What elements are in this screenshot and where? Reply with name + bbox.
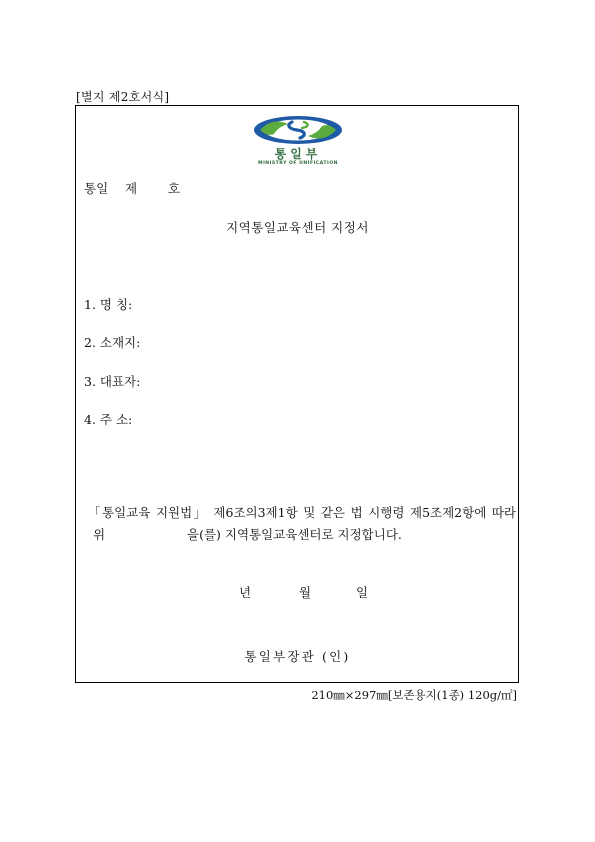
logo-name-kr: 통일부 — [274, 147, 322, 161]
field-representative: 3. 대표자: — [84, 374, 141, 389]
body-line2-start: 위 — [93, 527, 106, 542]
ministry-emblem-icon — [252, 115, 344, 145]
paper-spec-footer: 210㎜×297㎜[보존용지(1종) 120g/㎡] — [311, 688, 517, 702]
date-year: 년 — [239, 585, 252, 600]
form-id: [별지 제2호서식] — [76, 90, 170, 104]
doc-number-prefix: 통일 — [84, 181, 109, 196]
date-day: 일 — [356, 585, 369, 600]
logo-name-en: MINISTRY OF UNIFICATION — [258, 161, 338, 166]
body-text-line-1: 「통일교육 지원법」 제6조의3제1항 및 같은 법 시행령 제5조제2항에 따라 — [88, 505, 516, 520]
body-line2-rest: 을(를) 지역통일교육센터로 지정합니다. — [187, 527, 402, 542]
doc-number-suffix: 호 — [168, 181, 181, 196]
minister-signature: 통일부장관 (인) — [244, 649, 351, 664]
doc-number-mid: 제 — [125, 181, 138, 196]
field-name: 1. 명 칭: — [84, 297, 133, 312]
field-location: 2. 소재지: — [84, 335, 141, 350]
form-frame — [75, 105, 519, 683]
field-address: 4. 주 소: — [84, 412, 133, 427]
ministry-logo — [243, 115, 353, 169]
document-title: 지역통일교육센터 지정서 — [226, 220, 369, 235]
date-month: 월 — [299, 585, 312, 600]
